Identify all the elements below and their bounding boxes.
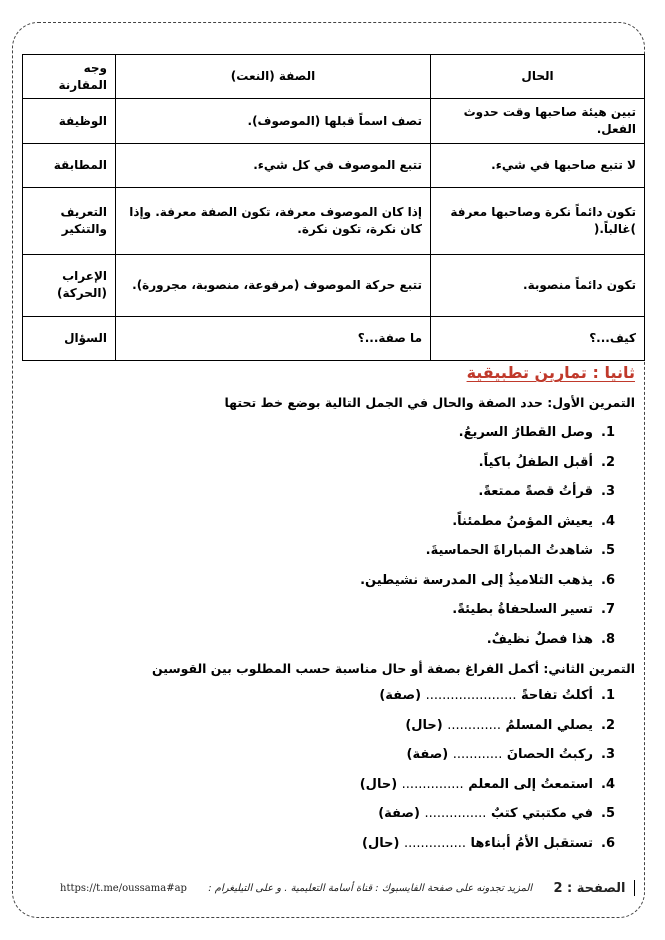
cell-aspect: السؤال — [23, 316, 116, 360]
fill-blank[interactable]: ...................... — [425, 688, 517, 703]
table-row — [23, 316, 645, 360]
answer-type-hint: (حال) — [405, 717, 443, 733]
fill-blank[interactable]: ............... — [401, 776, 464, 792]
cell-hal: تبين هيئة صاحبها وقت حدوث الفعل. — [431, 99, 645, 144]
item-number: 1. — [601, 688, 615, 703]
item-number: 4. — [601, 776, 615, 792]
cell-hal: لا تتبع صاحبها في شيء. — [431, 144, 645, 188]
list-item — [360, 418, 615, 448]
sentence-text: هذا فصلٌ نظيفٌ. — [486, 631, 593, 647]
list-item — [360, 829, 615, 859]
exercise2-list — [360, 681, 615, 858]
item-number: 5. — [601, 806, 615, 821]
exercise2-title: التمرين الثاني: أكمل الفراغ بصفة أو حال مناسبة حسب المطلوب بين القوسين — [151, 661, 635, 676]
footer-divider — [634, 880, 636, 896]
list-item — [360, 477, 615, 507]
telegram-link[interactable]: https://t.me/oussama#ap — [60, 882, 187, 894]
item-number: 8. — [601, 631, 615, 647]
cell-sifa: ما صفة...؟ — [116, 316, 431, 360]
sentence-text: في مكتبتي كتبٌ — [490, 806, 593, 821]
page-label: الصفحة : 2 — [553, 880, 626, 896]
header-hal: الحال — [431, 55, 645, 99]
answer-type-hint: (صفة) — [379, 688, 422, 703]
item-number: 4. — [601, 513, 615, 529]
item-number: 6. — [601, 572, 615, 588]
answer-type-hint: (حال) — [362, 835, 400, 851]
table-row — [23, 99, 645, 144]
list-item — [360, 507, 615, 537]
footer — [60, 876, 635, 900]
sentence-text: استمعتُ إلى المعلم — [468, 776, 593, 792]
table-row — [23, 254, 645, 316]
sentence-text: شاهدتُ المباراةَ الحماسيةَ. — [425, 543, 593, 558]
fill-blank[interactable]: ............... — [404, 835, 466, 851]
sentence-text: وصل القطارُ السريعُ. — [458, 425, 593, 440]
sentence-text: قرأتُ قصةً ممتعةً. — [478, 484, 593, 499]
item-number: 3. — [601, 747, 615, 762]
table-header-row — [23, 55, 645, 99]
item-number: 3. — [601, 484, 615, 499]
list-item — [360, 681, 615, 711]
answer-type-hint: (حال) — [359, 776, 398, 792]
exercise1-list — [360, 418, 615, 654]
list-item — [360, 536, 615, 566]
sentence-text: أقبل الطفلُ باكياً. — [478, 454, 593, 470]
list-item — [360, 595, 615, 625]
sentence-text: تسير السلحفاةُ بطيئةً. — [452, 602, 593, 617]
cell-aspect: الوظيفة — [23, 99, 116, 144]
answer-type-hint: (صفة) — [378, 806, 420, 821]
cell-aspect: الإعراب (الحركة) — [23, 254, 116, 316]
header-comparison-aspect: وجه المقارنة — [23, 55, 116, 99]
list-item — [360, 566, 615, 596]
list-item — [360, 799, 615, 829]
sentence-text: أكلتُ تفاحةً — [521, 688, 593, 703]
item-number: 6. — [601, 835, 615, 851]
sentence-text: يذهب التلاميذُ إلى المدرسة نشيطين. — [360, 572, 593, 588]
cell-hal: تكون دائماً منصوبة. — [431, 254, 645, 316]
table-row — [23, 144, 645, 188]
cell-aspect: المطابقة — [23, 144, 116, 188]
cell-sifa: إذا كان الموصوف معرفة، تكون الصفة معرفة. وإذا كان نكرة، تكون نكرة. — [116, 188, 431, 254]
fill-blank[interactable]: ............. — [447, 717, 501, 733]
sentence-text: تستقبل الأمُ أبناءها — [470, 835, 593, 851]
header-sifa: الصفة (النعت) — [116, 55, 431, 99]
table-row — [23, 188, 645, 254]
cell-sifa: تصف اسماً قبلها (الموصوف). — [116, 99, 431, 144]
item-number: 1. — [601, 425, 615, 440]
item-number: 2. — [601, 717, 615, 733]
item-number: 7. — [601, 602, 615, 617]
page-number — [553, 880, 635, 896]
list-item — [360, 740, 615, 770]
exercise1-title: التمرين الأول: حدد الصفة والحال في الجمل التالية بوضع خط تحتها — [224, 395, 635, 410]
cell-sifa: تتبع حركة الموصوف (مرفوعة، منصوبة، مجرورة). — [116, 254, 431, 316]
sentence-text: يصلي المسلمُ — [505, 717, 593, 733]
fill-blank[interactable]: ............ — [452, 747, 503, 762]
item-number: 2. — [601, 454, 615, 470]
comparison-table — [22, 54, 645, 361]
sentence-text: يعيش المؤمنُ مطمئناً. — [452, 513, 593, 529]
section-title: ثانيا : تمارين تطبيقية — [466, 363, 635, 382]
list-item — [360, 770, 615, 800]
cell-hal: كيف...؟ — [431, 316, 645, 360]
sentence-text: ركبتُ الحصانَ — [506, 747, 593, 762]
cell-hal: تكون دائماً نكرة وصاحبها معرفة )غالباً.( — [431, 188, 645, 254]
list-item — [360, 625, 615, 655]
cell-aspect: التعريف والتنكير — [23, 188, 116, 254]
footer-credits: المزيد تجدونه على صفحة الفايسبوك : قناة أسامة التعليمية . و على التيليغرام : — [208, 882, 533, 894]
fill-blank[interactable]: ............... — [424, 806, 487, 821]
answer-type-hint: (صفة) — [406, 747, 449, 762]
list-item — [360, 448, 615, 478]
list-item — [360, 711, 615, 741]
item-number: 5. — [601, 543, 615, 558]
cell-sifa: تتبع الموصوف في كل شيء. — [116, 144, 431, 188]
